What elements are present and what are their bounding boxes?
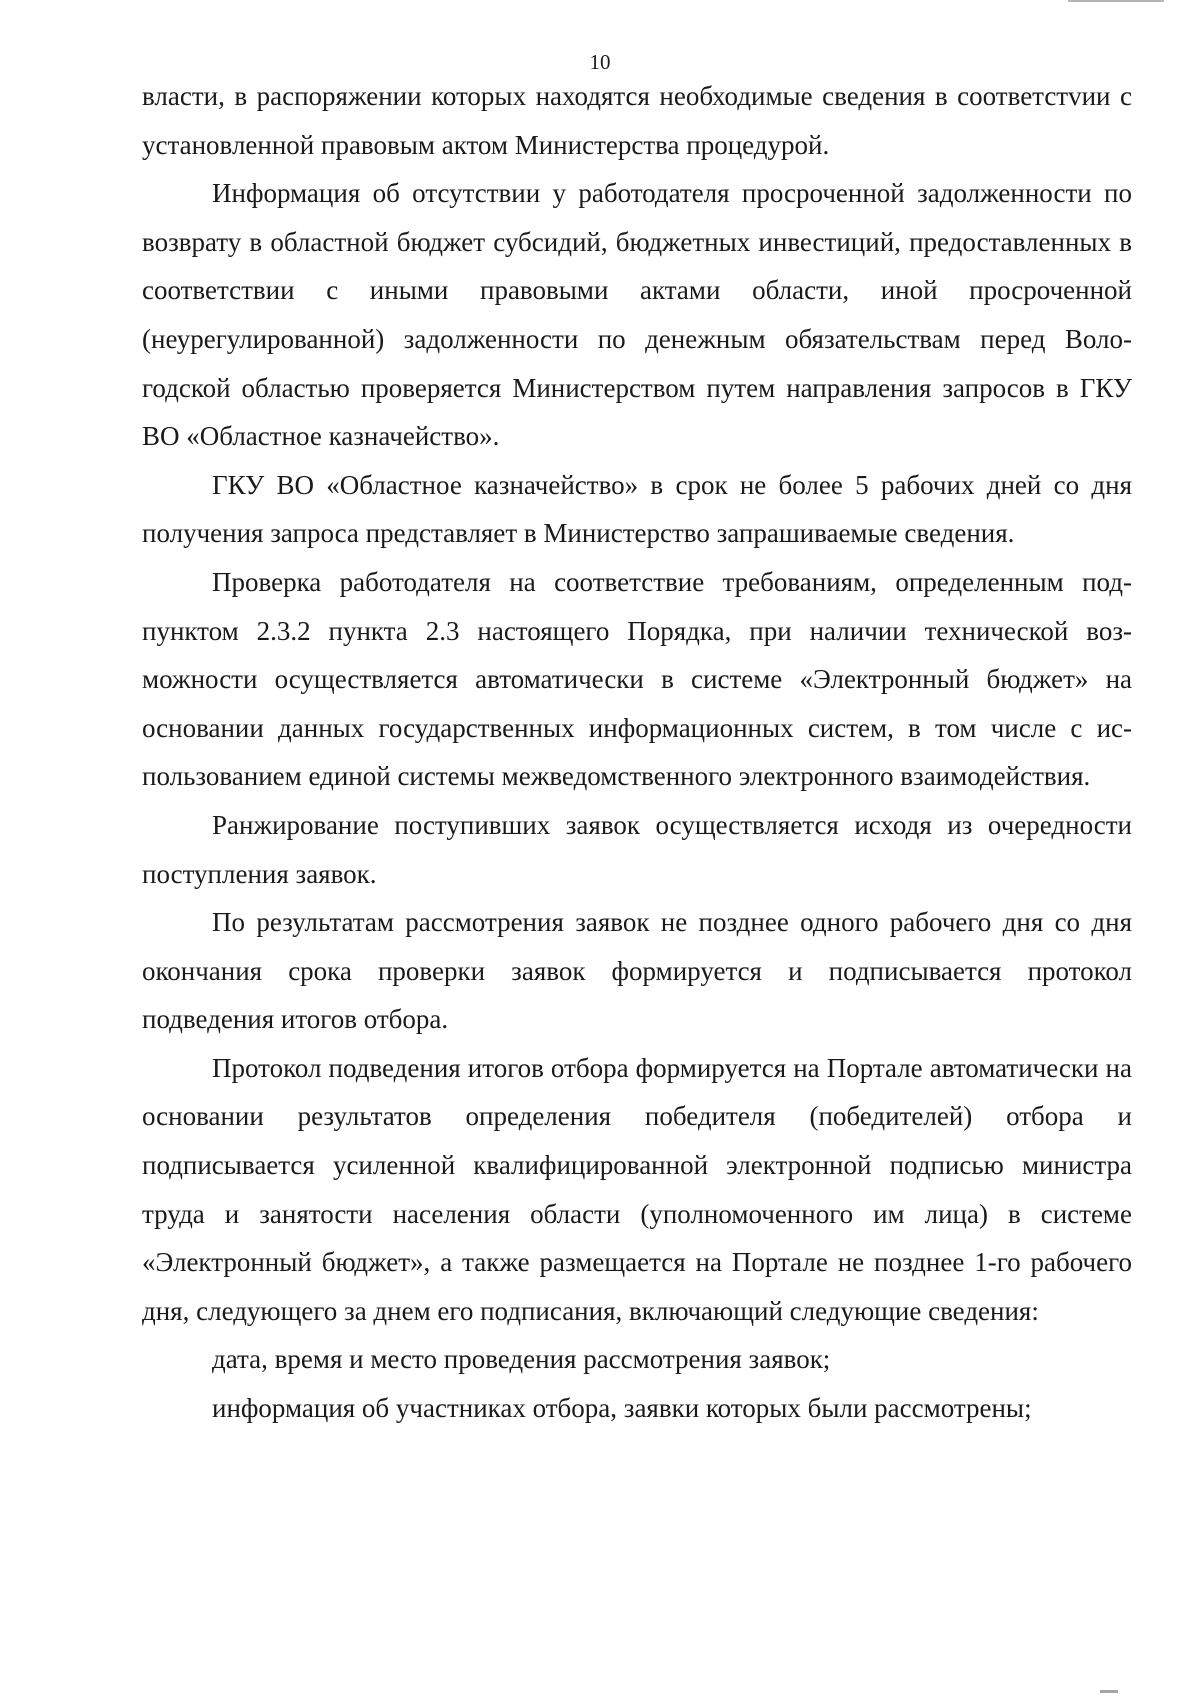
scan-mark-bottom-right (1100, 1690, 1118, 1693)
list-item-participants: информация об участниках отбора, заявки которых были рассмотрены; (212, 1393, 1032, 1424)
paragraph-debt-check: Информация об отсутствии у работодателя просроченной задолженности по возврату в областной бюджет субсидий, бюджетных инвестиций, предоставленных в соответствии с иными правовыми актами области, иной просроченной (неурегулированной) задолженности по денежным обязательствам перед Вологодской областью проверяется Министерством путем направления запросов в ГКУ ВО «Областное казначейство». (142, 178, 1132, 452)
paragraph-automatic-check: Проверка работодателя на соответствие требованиям, определенным подпунктом 2.3.2 пункта 2.3 настоящего Порядка, при наличии технической возможности осуществляется автоматически в системе «Электронный бюджет» на основании данных государственных информационных систем, в том числе с использованием единой системы межведомственного электронного взаимодействия. (142, 566, 1132, 792)
paragraph-protocol-content: Протокол подведения итогов отбора формируется на Портале автоматически на основании результатов определения победителя (победителей) отбора и подписывается усиленной квалифицированной электронной подписью министра труда и занятости населения области (уполномоченного им лица) в системе «Электронный бюджет», а также размещается на Портале не позднее 1-го рабочего дня, следующего за днем его подписания, включающий следующие сведения: (142, 1052, 1132, 1326)
paragraph-ranking: Ранжирование поступивших заявок осуществляется исходя из очередности поступления заявок. (142, 809, 1132, 889)
scan-mark-top-right (1068, 0, 1164, 2)
paragraph-protocol-signing: По результатам рассмотрения заявок не позднее одного рабочего дня со дня окончания срока проверки заявок формируется и подписывается протокол подведения итогов отбора. (142, 907, 1132, 1035)
paragraph-continuation: власти, в распоряжении которых находятся необходимые сведения в соответстvии с установленной правовым актом Министерства процедурой. (142, 81, 1132, 160)
list-item-date-place: дата, время и место проведения рассмотрения заявок; (212, 1344, 831, 1375)
page-number: 10 (589, 50, 611, 74)
paragraph-treasury-response: ГКУ ВО «Областное казначейство» в срок не более 5 рабочих дней со дня получения запроса представляет в Министерство запрашиваемые сведения. (142, 469, 1132, 549)
document-body (142, 72, 1132, 1433)
